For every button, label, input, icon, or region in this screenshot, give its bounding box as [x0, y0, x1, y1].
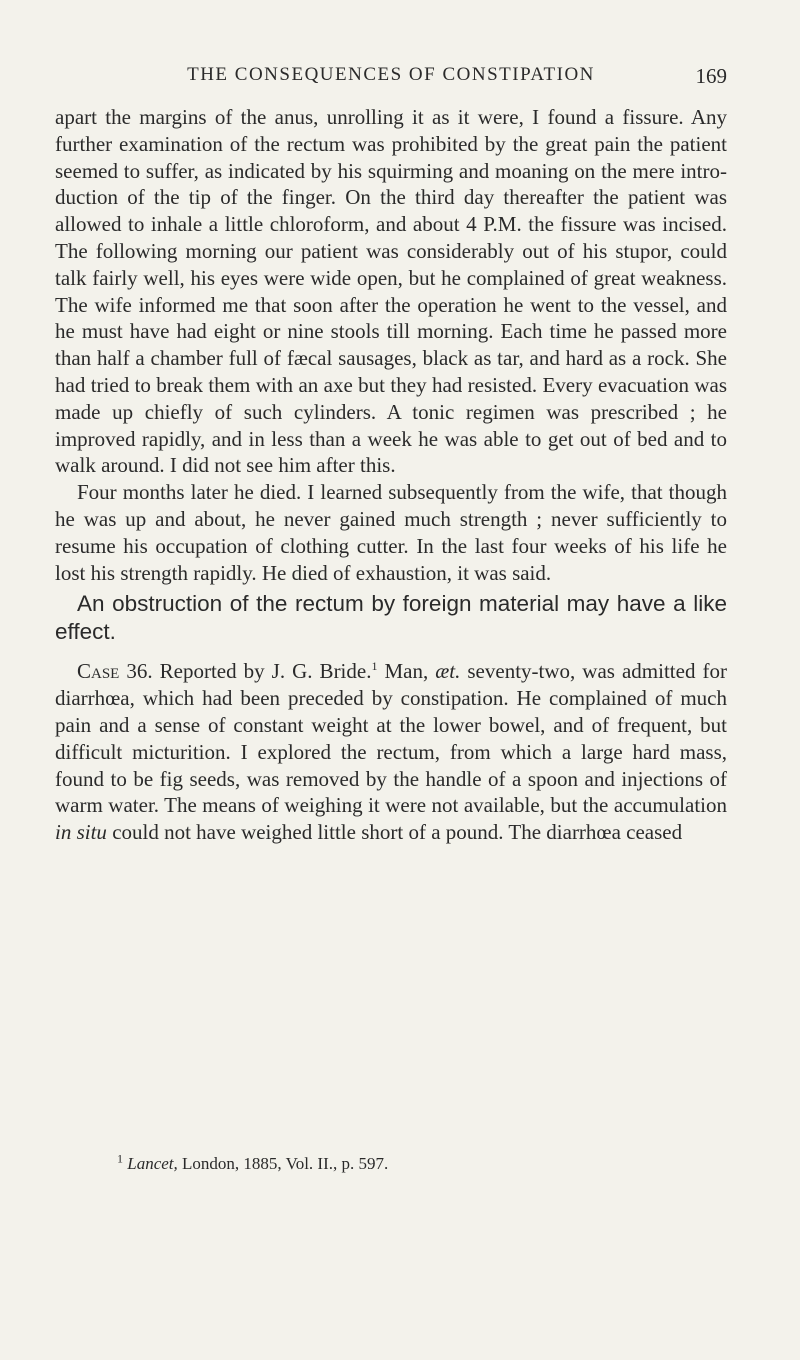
case-label: Case 36.: [77, 659, 153, 684]
case-text-b: Man,: [377, 659, 436, 684]
paragraph-death: Four months later he died. I learned subsequently from the wife, that though he was up and about, he never gained much strength ; never sufficiently to resume his occupation of clothing cutter. In the last four weeks of his life he lost his strength rapidly. He died of exhaustion, it was said.: [55, 480, 727, 585]
case-text-d: could not have weighed little short of a pound. The diarrhœa ceased: [106, 820, 683, 845]
footnote-ref: 1: [371, 659, 378, 674]
page-number: 169: [695, 64, 727, 88]
running-title: THE CONSEQUENCES OF CONSTIPATION: [187, 64, 595, 85]
case-text-c: seventy-two, was admitted for diarrhœa, which had been preceded by constipation. He complained of much pain and a sense of constant weight at the lower bowel, and of frequent, but difficult micturition. I explored the rectum, from which a large hard mass, found to be fig seeds, was removed by the handle of a spoon and injections of warm water. The means of weighing it were not available, but the accumulation: [55, 659, 727, 818]
aet-abbrev: æt.: [435, 659, 461, 684]
footnote-journal: Lancet,: [127, 1154, 178, 1173]
body-text: [55, 104, 727, 846]
paragraph-case-36: [55, 658, 727, 846]
footnote-citation: London, 1885, Vol. II., p. 597.: [177, 1154, 389, 1173]
footnote: [55, 1151, 727, 1174]
case-text-a: Reported by J. G. Bride.: [152, 659, 372, 684]
paragraph-continued: apart the margins of the anus, unrolling it as it were, I found a fissure. Any further examination of the rectum was prohibited by the great pain the patient seemed to suffer, as indicated by his squirming and moaning on the mere introduction of the tip of the finger. On the third day thereafter the patient was allowed to inhale a little chloroform, and about 4 P.M. the fissure was incised. The following morning our patient was considerably out of his stupor, could talk fairly well, his eyes were wide open, but he complained of great weakness. The wife informed me that soon after the operation he went to the vessel, and he must have had eight or nine stools till morning. Each time he passed more than half a chamber full of fæcal sausages, black as tar, and hard as a rock. She had tried to break them with an axe but they had resisted. Every evacuation was made up chiefly of such cylinders. A tonic regimen was prescribed ; he improved rapidly, and in less than a week he was able to get out of bed and to walk around. I did not see him after this.: [55, 105, 727, 478]
running-head: [55, 64, 727, 94]
in-situ: in situ: [55, 820, 107, 845]
footnote-marker: 1: [117, 1151, 123, 1166]
section-subheading: An obstruction of the rectum by foreign material may have a like effect.: [55, 591, 727, 645]
